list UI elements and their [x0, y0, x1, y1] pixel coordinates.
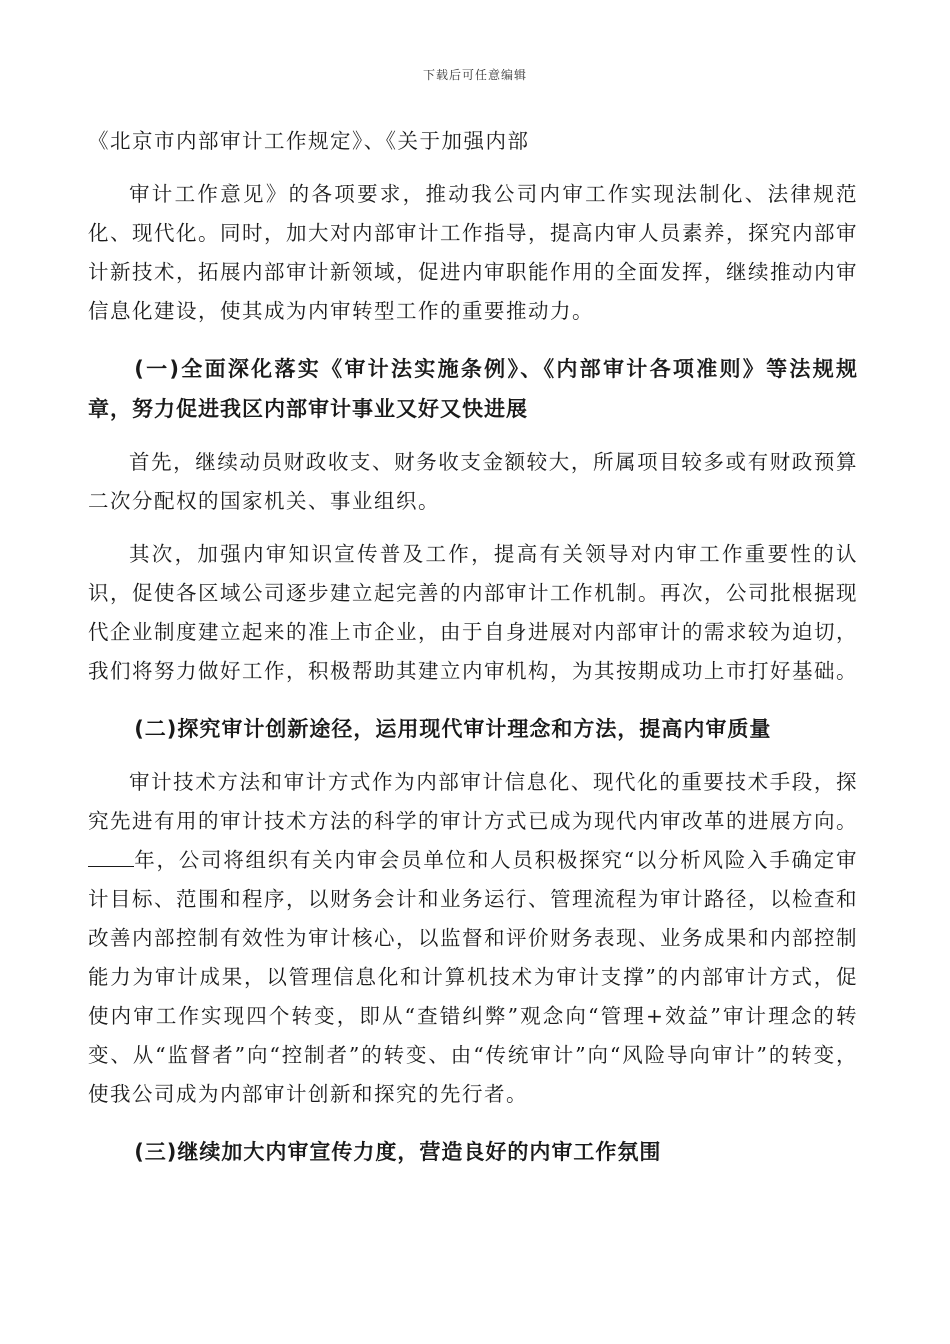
document-body [88, 122, 858, 1172]
section-heading-3: (三)继续加大内审宣传力度，营造良好的内审工作氛围 [134, 1140, 662, 1164]
paragraph-gap [88, 161, 858, 175]
paragraph-gap [88, 691, 858, 709]
paragraph-second: 其次，加强内审知识宣传普及工作，提高有关领导对内审工作重要性的认识，促使各区域公司逐步建立起完善的内部审计工作机制。再次，公司批根据现代企业制度建立起来的准上市企业，由于自身进展对内部审计的需求较为迫切，我们将努力做好工作，积极帮助其建立内审机构，为其按期成功上市打好基础。 [88, 542, 858, 683]
paragraph-first: 首先，继续动员财政收支、财务收支金额较大，所属项目较多或有财政预算二次分配权的国家机关、事业组织。 [88, 450, 858, 513]
paragraph-gap [88, 521, 858, 535]
paragraph-gap [88, 749, 858, 763]
paragraph-audit-methods [88, 763, 858, 1114]
paragraph-audit-methods-part2: 年，公司将组织有关内审会员单位和人员积极探究“以分析风险入手确定审计目标、范围和程序，以财务会计和业务运行、管理流程为审计路径，以检查和改善内部控制有效性为审计核心，以监督和评价财务表现、业务成果和内部控制能力为审计成果，以管理信息化和计算机技术为审计支撑”的内部审计方式，促使内审工作实现四个转变，即从“查错纠弊”观念向“管理+效益”审计理念的转变、从“监督者”向“控制者”的转变、由“传统审计”向“风险导向审计”的转变，使我公司成为内部审计创新和探究的先行者。 [88, 848, 858, 1106]
paragraph-gap [88, 429, 858, 443]
section-heading-1: (一)全面深化落实《审计法实施条例》、《内部审计各项准则》等法规规章，努力促进我区内部审计事业又好又快进展 [88, 357, 858, 421]
paragraph-continued: 《北京市内部审计工作规定》、《关于加强内部 [88, 129, 530, 153]
year-blank [88, 844, 134, 867]
header-note: 下载后可任意编辑 [422, 68, 527, 82]
paragraph-audit-requirements: 审计工作意见》的各项要求，推动我公司内审工作实现法制化、法律规范化、现代化。同时，加大对内部审计工作指导，提高内审人员素养，探究内部审计新技术，拓展内部审计新领域，促进内审职能作用的全面发挥，继续推动内审信息化建设，使其成为内审转型工作的重要推动力。 [88, 182, 858, 323]
paragraph-gap [88, 331, 858, 349]
paragraph-audit-methods-part1: 审计技术方法和审计方式作为内部审计信息化、现代化的重要技术手段，探究先进有用的审计技术方法的科学的审计方式已成为现代内审改革的进展方向。 [88, 770, 858, 833]
section-heading-2: (二)探究审计创新途径，运用现代审计理念和方法，提高内审质量 [134, 717, 772, 741]
paragraph-gap [88, 1114, 858, 1132]
